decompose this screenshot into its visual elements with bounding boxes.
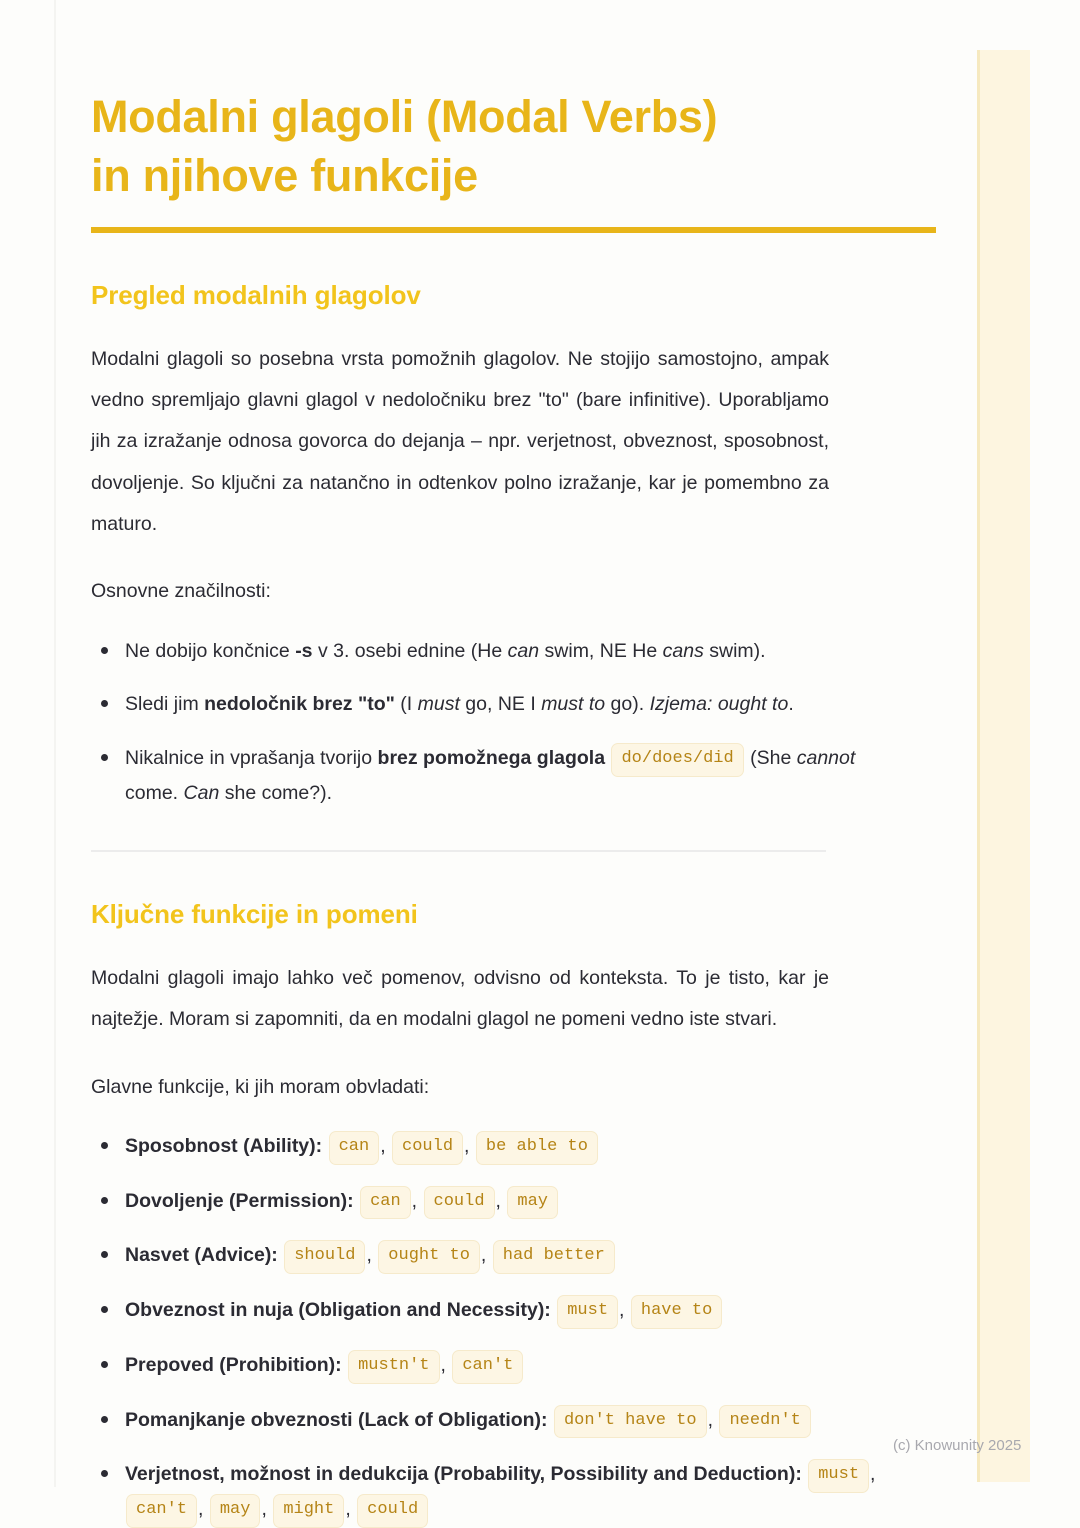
chip-separator: , — [366, 1244, 378, 1267]
chip-separator: , — [619, 1299, 630, 1322]
section-divider — [91, 850, 826, 852]
chip-separator: , — [380, 1134, 392, 1157]
emphasis-italic: must to — [541, 693, 606, 716]
code-chip: have to — [631, 1295, 722, 1329]
code-chip: had better — [493, 1240, 615, 1274]
text-run: go). — [605, 693, 650, 716]
copyright-watermark: (c) Knowunity 2025 — [893, 1437, 1022, 1454]
list-item — [125, 688, 885, 722]
list-item — [125, 1130, 885, 1165]
emphasis-italic: cannot — [796, 746, 856, 769]
section-leadin-functions: Glavne funkcije, ki jih moram obvladati: — [91, 1075, 430, 1098]
function-label: Pomanjkanje obveznosti (Lack of Obligation): — [125, 1408, 548, 1431]
text-run: Nikalnice in vprašanja tvorijo — [125, 746, 378, 769]
chip-separator: , — [411, 1189, 423, 1212]
overview-bullet-list — [91, 635, 885, 810]
code-chip: do/does/did — [611, 743, 743, 777]
list-item — [125, 1185, 885, 1220]
function-label: Dovoljenje (Permission): — [125, 1189, 354, 1212]
chip-separator: , — [440, 1353, 452, 1376]
emphasis-bold: -s — [295, 639, 313, 662]
code-chip: can't — [452, 1350, 523, 1384]
text-run: v 3. osebi ednine (He — [312, 639, 508, 662]
text-run: she come?). — [219, 781, 333, 804]
code-chip: can — [360, 1186, 411, 1220]
code-chip: might — [273, 1494, 344, 1528]
page-title-line-2: in njihove funkcije — [91, 149, 478, 201]
code-chip: ought to — [378, 1240, 480, 1274]
emphasis-italic: Izjema: ought to — [649, 693, 789, 716]
code-chip: should — [284, 1240, 365, 1274]
list-item — [125, 1458, 885, 1527]
function-label: Sposobnost (Ability): — [125, 1134, 323, 1157]
function-label: Verjetnost, možnost in dedukcija (Probability, Possibility and Deduction): — [125, 1463, 802, 1486]
emphasis-italic: Can — [183, 781, 220, 804]
chip-separator: , — [480, 1244, 492, 1267]
text-run: go, NE I — [459, 693, 542, 716]
code-chip: must — [808, 1459, 869, 1493]
code-chip: be able to — [476, 1131, 598, 1165]
functions-bullet-list — [91, 1130, 885, 1528]
text-run: (She — [744, 746, 797, 769]
emphasis-bold: brez pomožnega glagola — [377, 746, 606, 769]
list-item — [125, 742, 885, 810]
text-run: come. — [125, 781, 184, 804]
chip-separator: , — [261, 1498, 273, 1521]
section-leadin-overview: Osnovne značilnosti: — [91, 580, 271, 603]
chip-separator: , — [198, 1498, 209, 1521]
chip-separator: , — [707, 1408, 719, 1431]
text-run: Ne dobijo končnice — [125, 639, 296, 662]
function-label: Prepoved (Prohibition): — [125, 1353, 342, 1376]
page-edge-band-line — [977, 50, 980, 1482]
code-chip: needn't — [719, 1405, 810, 1439]
code-chip: can't — [126, 1494, 197, 1528]
document-content — [91, 0, 951, 1528]
emphasis-bold: nedoločnik brez "to" — [204, 693, 395, 716]
page-edge-band — [977, 50, 1030, 1482]
text-run: Sledi jim — [125, 693, 205, 716]
list-item — [125, 1239, 885, 1274]
emphasis-italic: must — [417, 693, 460, 716]
function-label: Nasvet (Advice): — [125, 1244, 278, 1267]
list-item — [125, 1349, 885, 1384]
chip-separator: , — [464, 1134, 475, 1157]
margin-guide — [54, 0, 56, 1487]
list-item — [125, 1404, 885, 1439]
code-chip: could — [357, 1494, 428, 1528]
emphasis-italic: can — [507, 639, 540, 662]
text-run — [605, 747, 610, 769]
text-run: swim). — [703, 639, 766, 662]
list-item — [125, 1294, 885, 1329]
function-label: Obveznost in nuja (Obligation and Necessity): — [125, 1299, 551, 1322]
code-chip: mustn't — [348, 1350, 439, 1384]
code-chip: may — [210, 1494, 261, 1528]
list-item — [125, 635, 885, 669]
code-chip: must — [557, 1295, 618, 1329]
text-run: (I — [394, 693, 418, 716]
code-chip: may — [507, 1186, 558, 1220]
page-title-line-1: Modalni glagoli (Modal Verbs) — [91, 91, 718, 142]
section-paragraph-functions: Modalni glagoli imajo lahko več pomenov, odvisno od konteksta. To je tisto, kar je najtežje. Moram si zapomniti, da en modalni glagol ne pomeni vedno iste stvari. — [91, 966, 829, 1031]
emphasis-italic: cans — [662, 639, 704, 662]
section-heading-functions: Ključne funkcije in pomeni — [91, 899, 418, 930]
chip-separator: , — [870, 1463, 876, 1486]
chip-separator: , — [495, 1189, 507, 1212]
section-paragraph-overview: Modalni glagoli so posebna vrsta pomožnih glagolov. Ne stojijo samostojno, ampak vedno spremljajo glavni glagol v nedoločniku brez "to" (bare infinitive). Uporabljamo jih za izražanje odnosa govorca do dejanja – npr. verjetnost, obveznost, sposobnost, dovoljenje. So ključni za natančno in odtenkov polno izražanje, kar je pomembno za maturo. — [91, 347, 829, 536]
code-chip: don't have to — [554, 1405, 707, 1439]
code-chip: can — [329, 1131, 380, 1165]
title-underline-rule — [91, 227, 936, 233]
text-run: . — [788, 693, 794, 716]
code-chip: could — [424, 1186, 495, 1220]
chip-separator: , — [345, 1498, 357, 1521]
page-title — [91, 0, 939, 205]
section-heading-overview: Pregled modalnih glagolov — [91, 280, 421, 310]
code-chip: could — [392, 1131, 463, 1165]
text-run: swim, NE He — [539, 639, 663, 662]
